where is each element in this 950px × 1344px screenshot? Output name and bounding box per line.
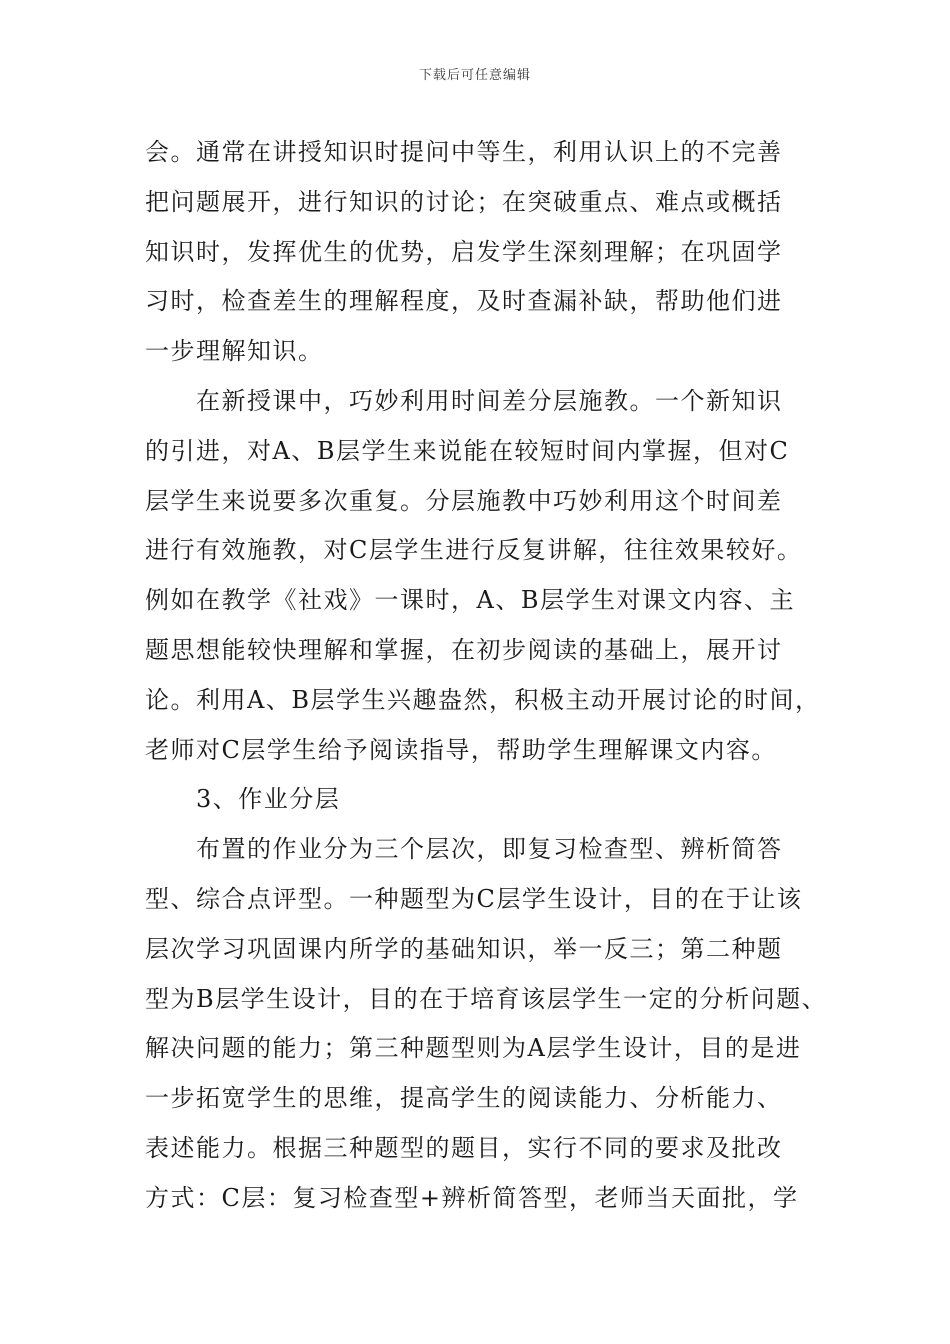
text-line: 解决问题的能力；第三种题型则为A层学生设计，目的是进: [145, 1034, 802, 1063]
paragraph-first-line: 布置的作业分为三个层次，即复习检查型、辨析简答: [196, 835, 783, 864]
text-line: 的引进，对A、B层学生来说能在较短时间内掌握，但对C: [145, 436, 790, 465]
text-line: 把问题展开，进行知识的讨论；在突破重点、难点或概括: [145, 187, 783, 216]
section-heading: 3、作业分层: [196, 785, 341, 814]
text-line: 表述能力。根据三种题型的题目，实行不同的要求及批改: [145, 1133, 783, 1162]
text-line: 会。通常在讲授知识时提问中等生，利用认识上的不完善: [145, 138, 783, 166]
text-line: 老师对C层学生给予阅读指导，帮助学生理解课文内容。: [145, 735, 777, 764]
text-line: 一步拓宽学生的思维，提高学生的阅读能力、分析能力、: [145, 1084, 783, 1113]
document-body: [145, 128, 828, 1224]
paragraph-first-line: 在新授课中，巧妙利用时间差分层施教。一个新知识: [196, 386, 783, 415]
text-line: 方式：C层：复习检查型+辨析简答型，老师当天面批，学: [145, 1183, 799, 1212]
text-line: 一步理解知识。: [145, 337, 324, 366]
text-line: 习时，检查差生的理解程度，及时查漏补缺，帮助他们进: [145, 287, 783, 316]
page-header: 下载后可任意编辑: [418, 68, 531, 83]
text-line: 层次学习巩固课内所学的基础知识，举一反三；第二种题: [145, 934, 783, 963]
text-line: 型、综合点评型。一种题型为C层学生设计，目的在于让该: [145, 884, 803, 913]
text-line: 层学生来说要多次重复。分层施教中巧妙利用这个时间差: [145, 486, 783, 515]
text-line: 题思想能较快理解和掌握，在初步阅读的基础上，展开讨: [145, 635, 783, 664]
text-line: 知识时，发挥优生的优势，启发学生深刻理解；在巩固学: [145, 237, 783, 266]
text-line: 型为B层学生设计，目的在于培育该层学生一定的分析问题、: [145, 984, 828, 1013]
text-line: 进行有效施教，对C层学生进行反复讲解，往往效果较好。: [145, 536, 803, 565]
text-line: 论。利用A、B层学生兴趣盎然，积极主动开展讨论的时间，: [145, 685, 821, 714]
text-line: 例如在教学《社戏》一课时，A、B层学生对课文内容、主: [145, 586, 795, 615]
